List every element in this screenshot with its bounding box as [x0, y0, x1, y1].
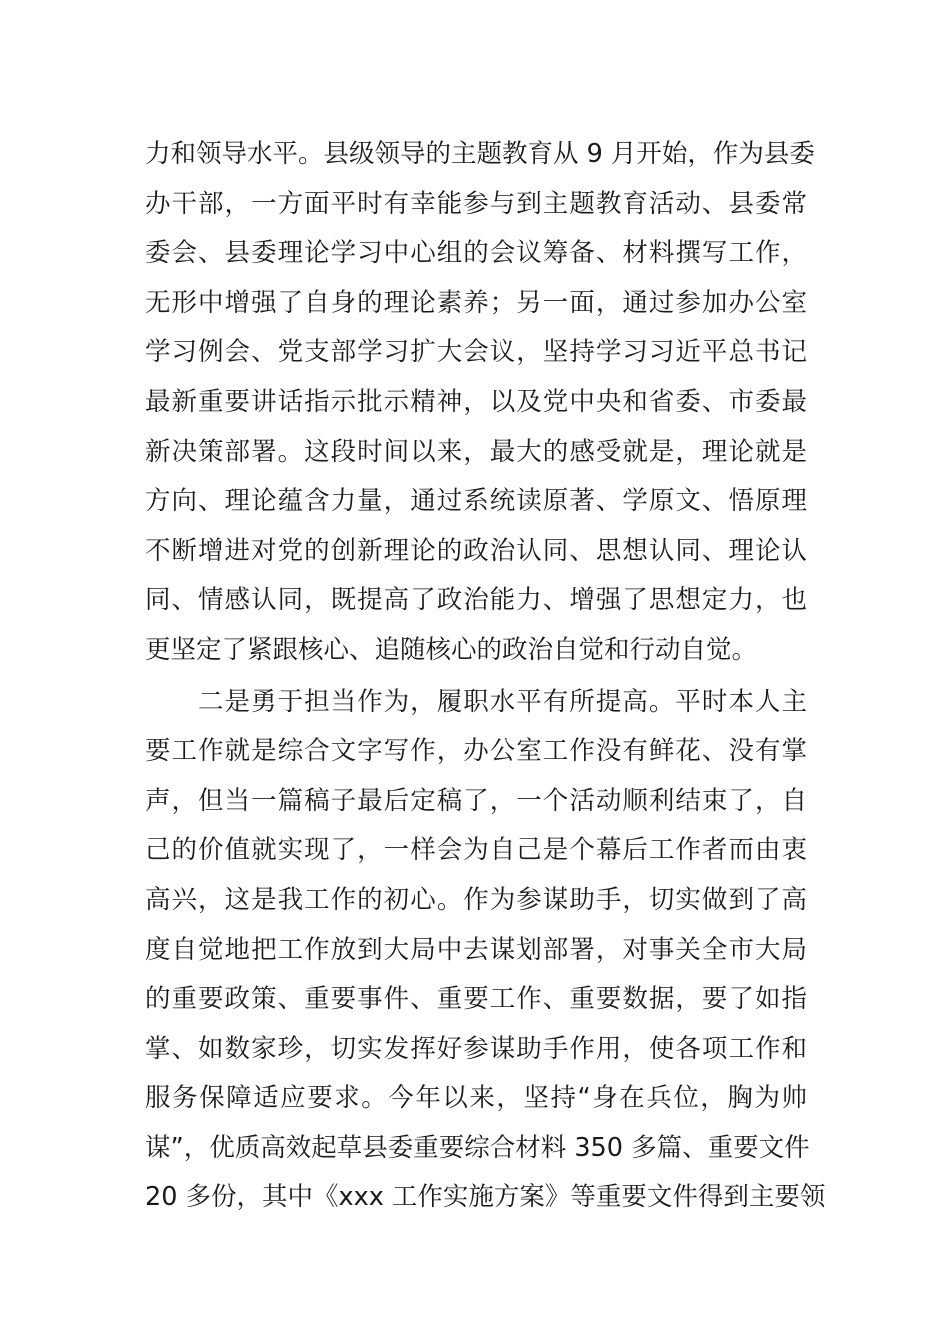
text-line: 掌、如数家珍，切实发挥好参谋助手作用，使各项工作和: [145, 1033, 807, 1064]
text-line: 声，但当一篇稿子最后定稿了，一个活动顺利结束了，自: [145, 785, 807, 816]
text-line: 己的价值就实现了，一样会为自己是个幕后工作者而由衷: [145, 835, 807, 866]
text-line: 高兴，这是我工作的初心。作为参谋助手，切实做到了高: [145, 884, 807, 915]
text-line: 要工作就是综合文字写作，办公室工作没有鲜花、没有掌: [145, 736, 807, 767]
text-line: 不断增进对党的创新理论的政治认同、思想认同、理论认: [145, 535, 807, 566]
text-line: 最新重要讲话指示批示精神，以及党中央和省委、市委最: [145, 386, 807, 417]
text-line: 新决策部署。这段时间以来，最大的感受就是，理论就是: [145, 436, 807, 467]
text-line: 20 多份，其中《xxx 工作实施方案》等重要文件得到主要领: [145, 1182, 826, 1213]
text-line: 无形中增强了自身的理论素养；另一面，通过参加办公室: [145, 287, 807, 318]
text-line: 方向、理论蕴含力量，通过系统读原著、学原文、悟原理: [145, 486, 807, 517]
body-text: [145, 130, 826, 1223]
text-line: 力和领导水平。县级领导的主题教育从 9 月开始，作为县委: [145, 139, 815, 169]
text-line: 更坚定了紧跟核心、追随核心的政治自觉和行动自觉。: [145, 634, 758, 665]
paragraph-2: [145, 678, 826, 1224]
text-line: 办干部，一方面平时有幸能参与到主题教育活动、县委常: [145, 188, 807, 219]
text-line: 谋”，优质高效起草县委重要综合材料 350 多篇、重要文件: [145, 1132, 810, 1163]
text-line: 度自觉地把工作放到大局中去谋划部署，对事关全市大局: [145, 934, 807, 965]
text-line: 委会、县委理论学习中心组的会议筹备、材料撰写工作，: [145, 238, 807, 269]
text-line: 服务保障适应要求。今年以来，坚持“身在兵位，胸为帅: [145, 1083, 807, 1114]
text-line: 学习例会、党支部学习扩大会议，坚持学习习近平总书记: [145, 337, 807, 368]
text-line: 的重要政策、重要事件、重要工作、重要数据，要了如指: [145, 984, 807, 1015]
text-line: 二是勇于担当作为，履职水平有所提高。平时本人主: [198, 686, 807, 717]
text-line: 同、情感认同，既提高了政治能力、增强了思想定力，也: [145, 585, 807, 616]
paragraph-1: [145, 130, 815, 676]
